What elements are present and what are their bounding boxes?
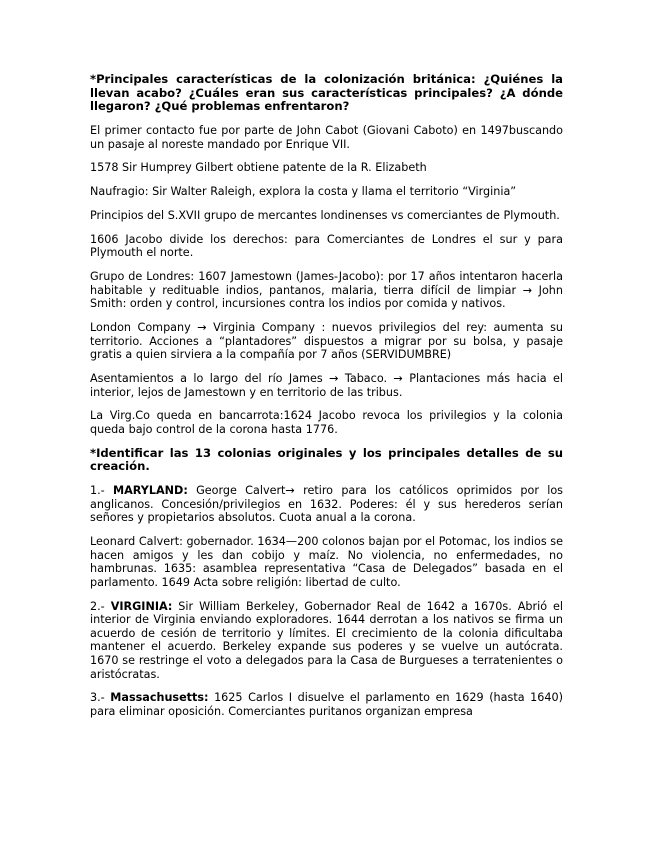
paragraph-gilbert: 1578 Sir Humprey Gilbert obtiene patente de la R. Elizabeth [90,161,427,175]
paragraph-virginia [90,600,563,682]
paragraph-london-company: London Company → Virginia Company : nuevos privilegios del rey: aumenta su territorio. Acciones a “plantadores” dispuestos a migrar por su bolsa, y pasaje gratis a quien sirviera a la compañía por 7 años (SERVIDUMBRE) [90,321,563,362]
paragraph-massachusetts [90,691,563,718]
paragraph-mercantes: Principios del S.XVII grupo de mercantes londinenses vs comerciantes de Plymouth. [90,208,560,222]
paragraph-john-cabot: El primer contacto fue por parte de John Cabot (Giovani Caboto) en 1497buscando un pasaje al noreste mandado por Enrique VII. [90,123,563,151]
paragraph-bancarrota: La Virg.Co queda en bancarrota:1624 Jacobo revoca los privilegios y la colonia queda bajo control de la corona hasta 1776. [90,409,563,436]
maryland-number: 1.- [90,484,113,498]
paragraph-jacobo-derechos: 1606 Jacobo divide los derechos: para Comerciantes de Londres el sur y para Plymouth el norte. [90,232,563,260]
paragraph-maryland [90,484,563,525]
section-heading-colonizacion: *Principales características de la colonización británica: ¿Quiénes la llevan acabo? ¿Cuáles eran sus características principales? ¿A dónde llegaron? ¿Qué problemas enfrentaron? [90,72,563,114]
massachusetts-label: Massachusetts: [110,691,209,705]
paragraph-raleigh: Naufragio: Sir Walter Raleigh, explora la costa y llama el territorio “Virginia” [90,185,517,199]
document-page [90,73,563,729]
virginia-number: 2.- [90,599,111,613]
paragraph-leonard-calvert: Leonard Calvert: gobernador. 1634—200 colonos bajan por el Potomac, los indios se hacen amigos y les dan cobijo y maíz. No violencia, no enfermedades, no hambrunas. 1635: asamblea representativa “Casa de Delegados” basada en el parlamento. 1649 Acta sobre religión: libertad de culto. [90,535,563,589]
paragraph-jamestown: Grupo de Londres: 1607 Jamestown (James-Jacobo): por 17 años intentaron hacerla habitable y redituable indios, pantanos, malaria, tierra difícil de limpiar → John Smith: orden y control, incursiones contra los indios por comida y nativos. [90,270,563,311]
maryland-label: MARYLAND: [113,484,188,498]
section-heading-13-colonias: *Identificar las 13 colonias originales y los principales detalles de su creación. [90,445,563,474]
massachusetts-number: 3.- [90,691,111,705]
virginia-text: Sir William Berkeley, Gobernador Real de 1642 a 1670s. Abrió el interior de Virginia enviando exploradores. 1644 derrotan a los nativos se firma un acuerdo de cesión de territorio y límites. El crecimiento de la colonia dificultaba mantener el acuerdo. Berkeley expande sus poderes y se vuelve un autócrata. 1670 se restringe el voto a delegados para la Casa de Burgueses a terratenientes o aristócratas. [90,599,563,681]
virginia-label: VIRGINIA: [110,599,173,613]
massachusetts-text: 1625 Carlos I disuelve el parlamento en 1629 (hasta 1640) para eliminar oposición. Comerciantes puritanos organizan empresa [90,691,563,718]
maryland-text: George Calvert→ retiro para los católicos oprimidos por los anglicanos. Concesión/privilegios en 1632. Poderes: él y sus herederos serían señores y propietarios absolutos. Cuota anual a la corona. [90,484,563,525]
paragraph-rio-james: Asentamientos a lo largo del río James → Tabaco. → Plantaciones más hacia el interior, lejos de Jamestown y en territorio de las tribus. [90,372,563,399]
